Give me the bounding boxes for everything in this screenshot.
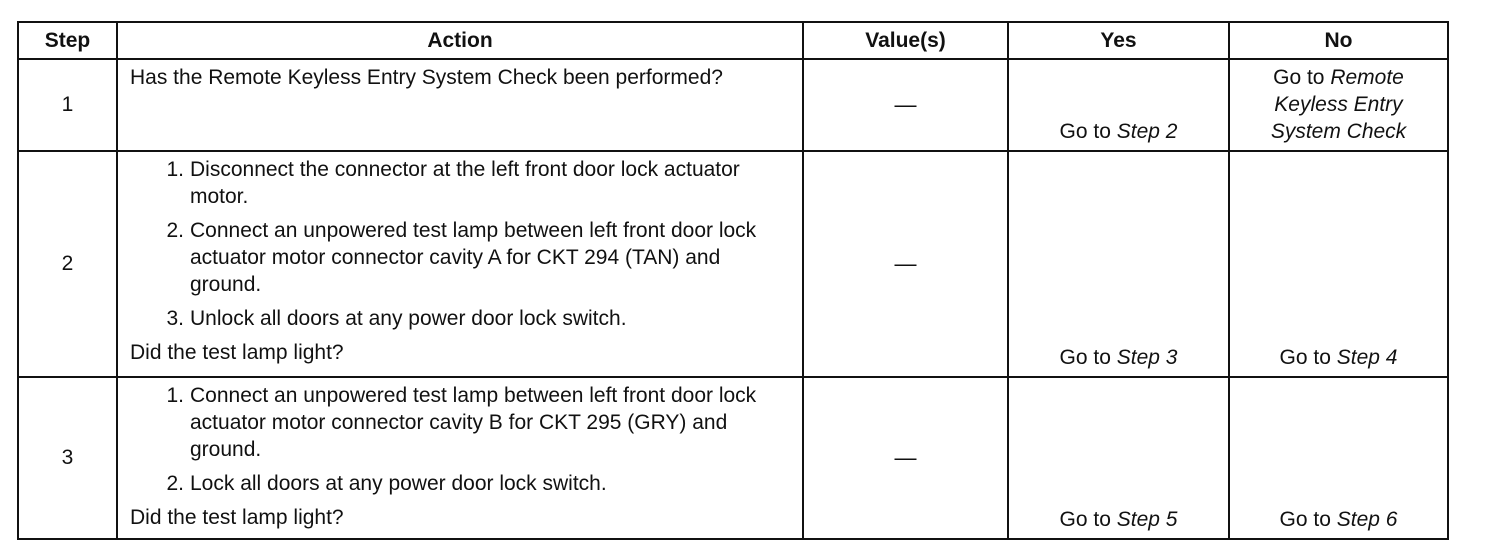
goto-step-link[interactable]: Step 4 [1336, 346, 1398, 369]
yes-goto [1009, 118, 1228, 145]
header-yes: Yes [1008, 22, 1229, 59]
no-cell [1229, 59, 1448, 151]
action-item-number: 2. [166, 219, 184, 242]
action-item-number: 2. [166, 472, 184, 495]
step-number: 1 [18, 59, 117, 151]
value-cell: — [803, 377, 1008, 539]
action-cell [117, 377, 803, 539]
goto-prefix: Go to [1059, 120, 1117, 143]
goto-prefix: Go to [1059, 508, 1117, 531]
goto-prefix: Go to [1279, 346, 1337, 369]
action-item [130, 470, 790, 497]
header-values: Value(s) [803, 22, 1008, 59]
header-row [18, 22, 1448, 59]
yes-cell [1008, 151, 1229, 377]
action-question: Did the test lamp light? [130, 506, 344, 529]
action-question: Did the test lamp light? [130, 341, 344, 364]
yes-goto [1009, 506, 1228, 533]
yes-cell [1008, 377, 1229, 539]
goto-prefix: Go to [1273, 66, 1331, 89]
diagnostic-table [17, 21, 1449, 540]
header-step: Step [18, 22, 117, 59]
action-text: Has the Remote Keyless Entry System Check been performed? [130, 66, 723, 89]
goto-prefix: Go to [1059, 346, 1117, 369]
table-row-step-3 [18, 377, 1448, 539]
action-item-text: Lock all doors at any power door lock switch. [190, 472, 607, 495]
no-cell [1229, 377, 1448, 539]
header-action: Action [117, 22, 803, 59]
header-no: No [1229, 22, 1448, 59]
action-item-text: Unlock all doors at any power door lock switch. [190, 307, 627, 330]
action-item-text: Disconnect the connector at the left front door lock actuator motor. [190, 158, 740, 208]
goto-prefix: Go to [1279, 508, 1337, 531]
yes-goto [1009, 344, 1228, 371]
goto-step-link[interactable]: Step 3 [1116, 346, 1178, 369]
step-number: 2 [18, 151, 117, 377]
action-item-number: 1. [166, 158, 184, 181]
action-item [130, 217, 790, 298]
goto-step-link[interactable]: Step 6 [1336, 508, 1398, 531]
action-item-number: 3. [166, 307, 184, 330]
action-item [130, 305, 790, 332]
no-cell [1229, 151, 1448, 377]
no-goto [1230, 64, 1447, 145]
action-cell [117, 151, 803, 377]
value-cell: — [803, 151, 1008, 377]
action-cell [117, 59, 803, 151]
value-cell: — [803, 59, 1008, 151]
action-item-text: Connect an unpowered test lamp between left front door lock actuator motor connector cavity A for CKT 294 (TAN) and ground. [190, 219, 757, 296]
action-item-number: 1. [166, 384, 184, 407]
table-row-step-2 [18, 151, 1448, 377]
step-number: 3 [18, 377, 117, 539]
action-item [130, 156, 790, 210]
goto-system-check-link[interactable]: Remote Keyless Entry System Check [1270, 66, 1407, 143]
no-goto [1230, 506, 1447, 533]
action-item-text: Connect an unpowered test lamp between left front door lock actuator motor connector cavity B for CKT 295 (GRY) and ground. [190, 384, 757, 461]
goto-step-link[interactable]: Step 2 [1116, 120, 1178, 143]
no-goto [1230, 344, 1447, 371]
yes-cell [1008, 59, 1229, 151]
action-item [130, 382, 790, 463]
table-row-step-1 [18, 59, 1448, 151]
goto-step-link[interactable]: Step 5 [1116, 508, 1178, 531]
